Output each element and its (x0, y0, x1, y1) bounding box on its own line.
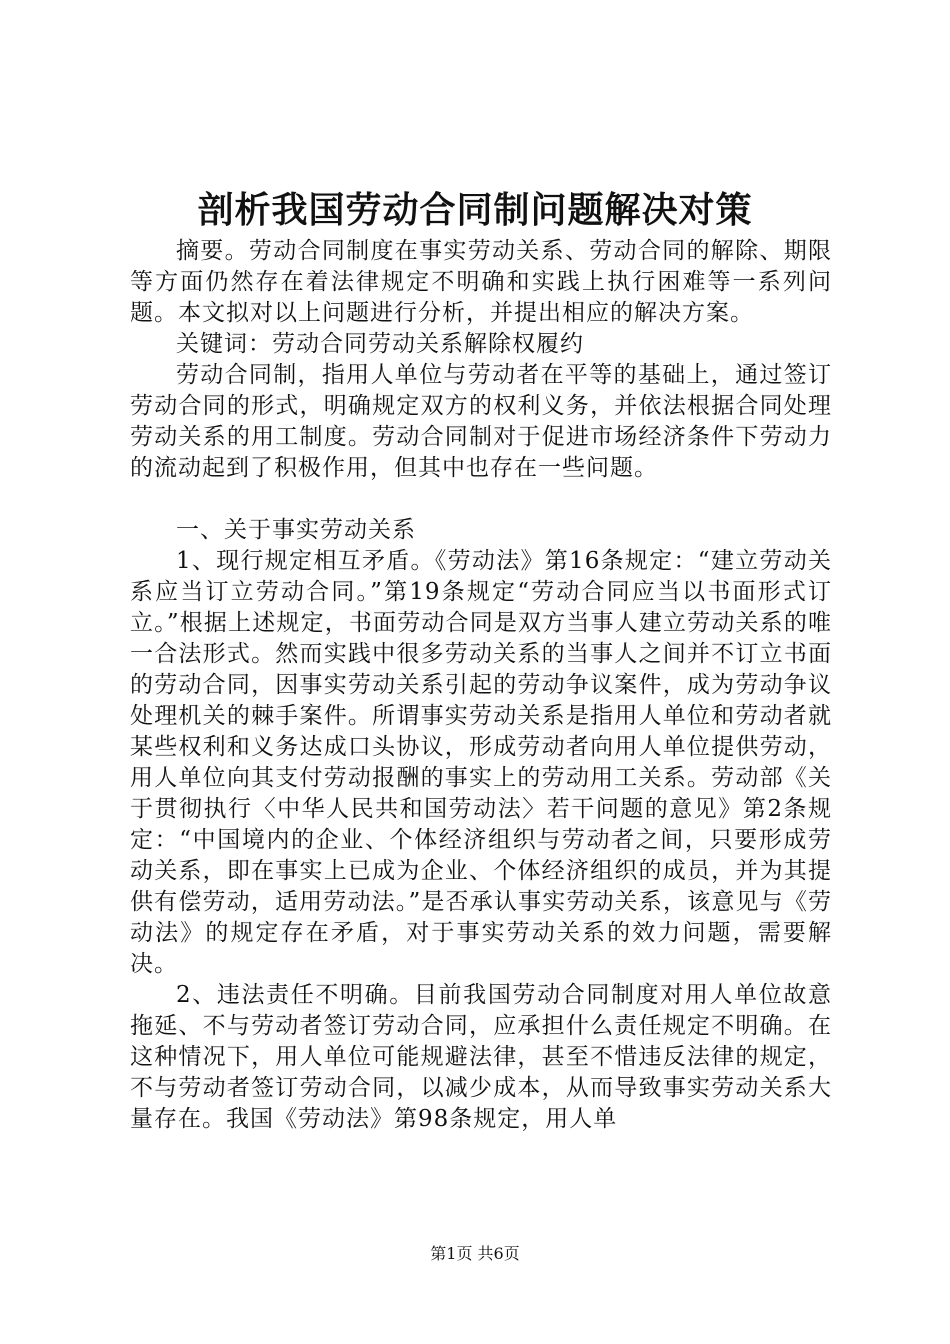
abstract-paragraph: 摘要。劳动合同制度在事实劳动关系、劳动合同的解除、期限等方面仍然存在着法律规定不明确和实践上执行困难等一系列问题。本文拟对以上问题进行分析，并提出相应的解决方案。 (130, 238, 832, 326)
body-paragraph: 2、违法责任不明确。目前我国劳动合同制度对用人单位故意拖延、不与劳动者签订劳动合同，应承担什么责任规定不明确。在这种情况下，用人单位可能规避法律，甚至不惜违反法律的规定，不与劳动者签订劳动合同，以减少成本，从而导致事实劳动关系大量存在。我国《劳动法》第98条规定，用人单 (130, 982, 832, 1132)
document-title: 剖析我国劳动合同制问题解决对策 (197, 189, 753, 231)
section-heading: 一、关于事实劳动关系 (176, 517, 416, 543)
document-body (130, 236, 832, 1135)
page-number: 第1页 共6页 (430, 1244, 520, 1263)
intro-paragraph: 劳动合同制，指用人单位与劳动者在平等的基础上，通过签订劳动合同的形式，明确规定双方的权利义务，并依法根据合同处理劳动关系的用工制度。劳动合同制对于促进市场经济条件下劳动力的流动起到了积极作用，但其中也存在一些问题。 (130, 362, 832, 481)
keywords-paragraph: 关键词：劳动合同劳动关系解除权履约 (176, 331, 584, 357)
body-paragraph: 1、现行规定相互矛盾。《劳动法》第16条规定：“建立劳动关系应当订立劳动合同。”第19条规定“劳动合同应当以书面形式订立。”根据上述规定，书面劳动合同是双方当事人建立劳动关系的唯一合法形式。然而实践中很多劳动关系的当事人之间并不订立书面的劳动合同，因事实劳动关系引起的劳动争议案件，成为劳动争议处理机关的棘手案件。所谓事实劳动关系是指用人单位和劳动者就某些权利和义务达成口头协议，形成劳动者向用人单位提供劳动，用人单位向其支付劳动报酬的事实上的劳动用工关系。劳动部《关于贯彻执行〈中华人民共和国劳动法〉若干问题的意见》第2条规定：“中国境内的企业、个体经济组织与劳动者之间，只要形成劳动关系，即在事实上已成为企业、个体经济组织的成员，并为其提供有偿劳动，适用劳动法。”是否承认事实劳动关系，该意见与《劳动法》的规定存在矛盾，对于事实劳动关系的效力问题，需要解决。 (130, 548, 832, 977)
